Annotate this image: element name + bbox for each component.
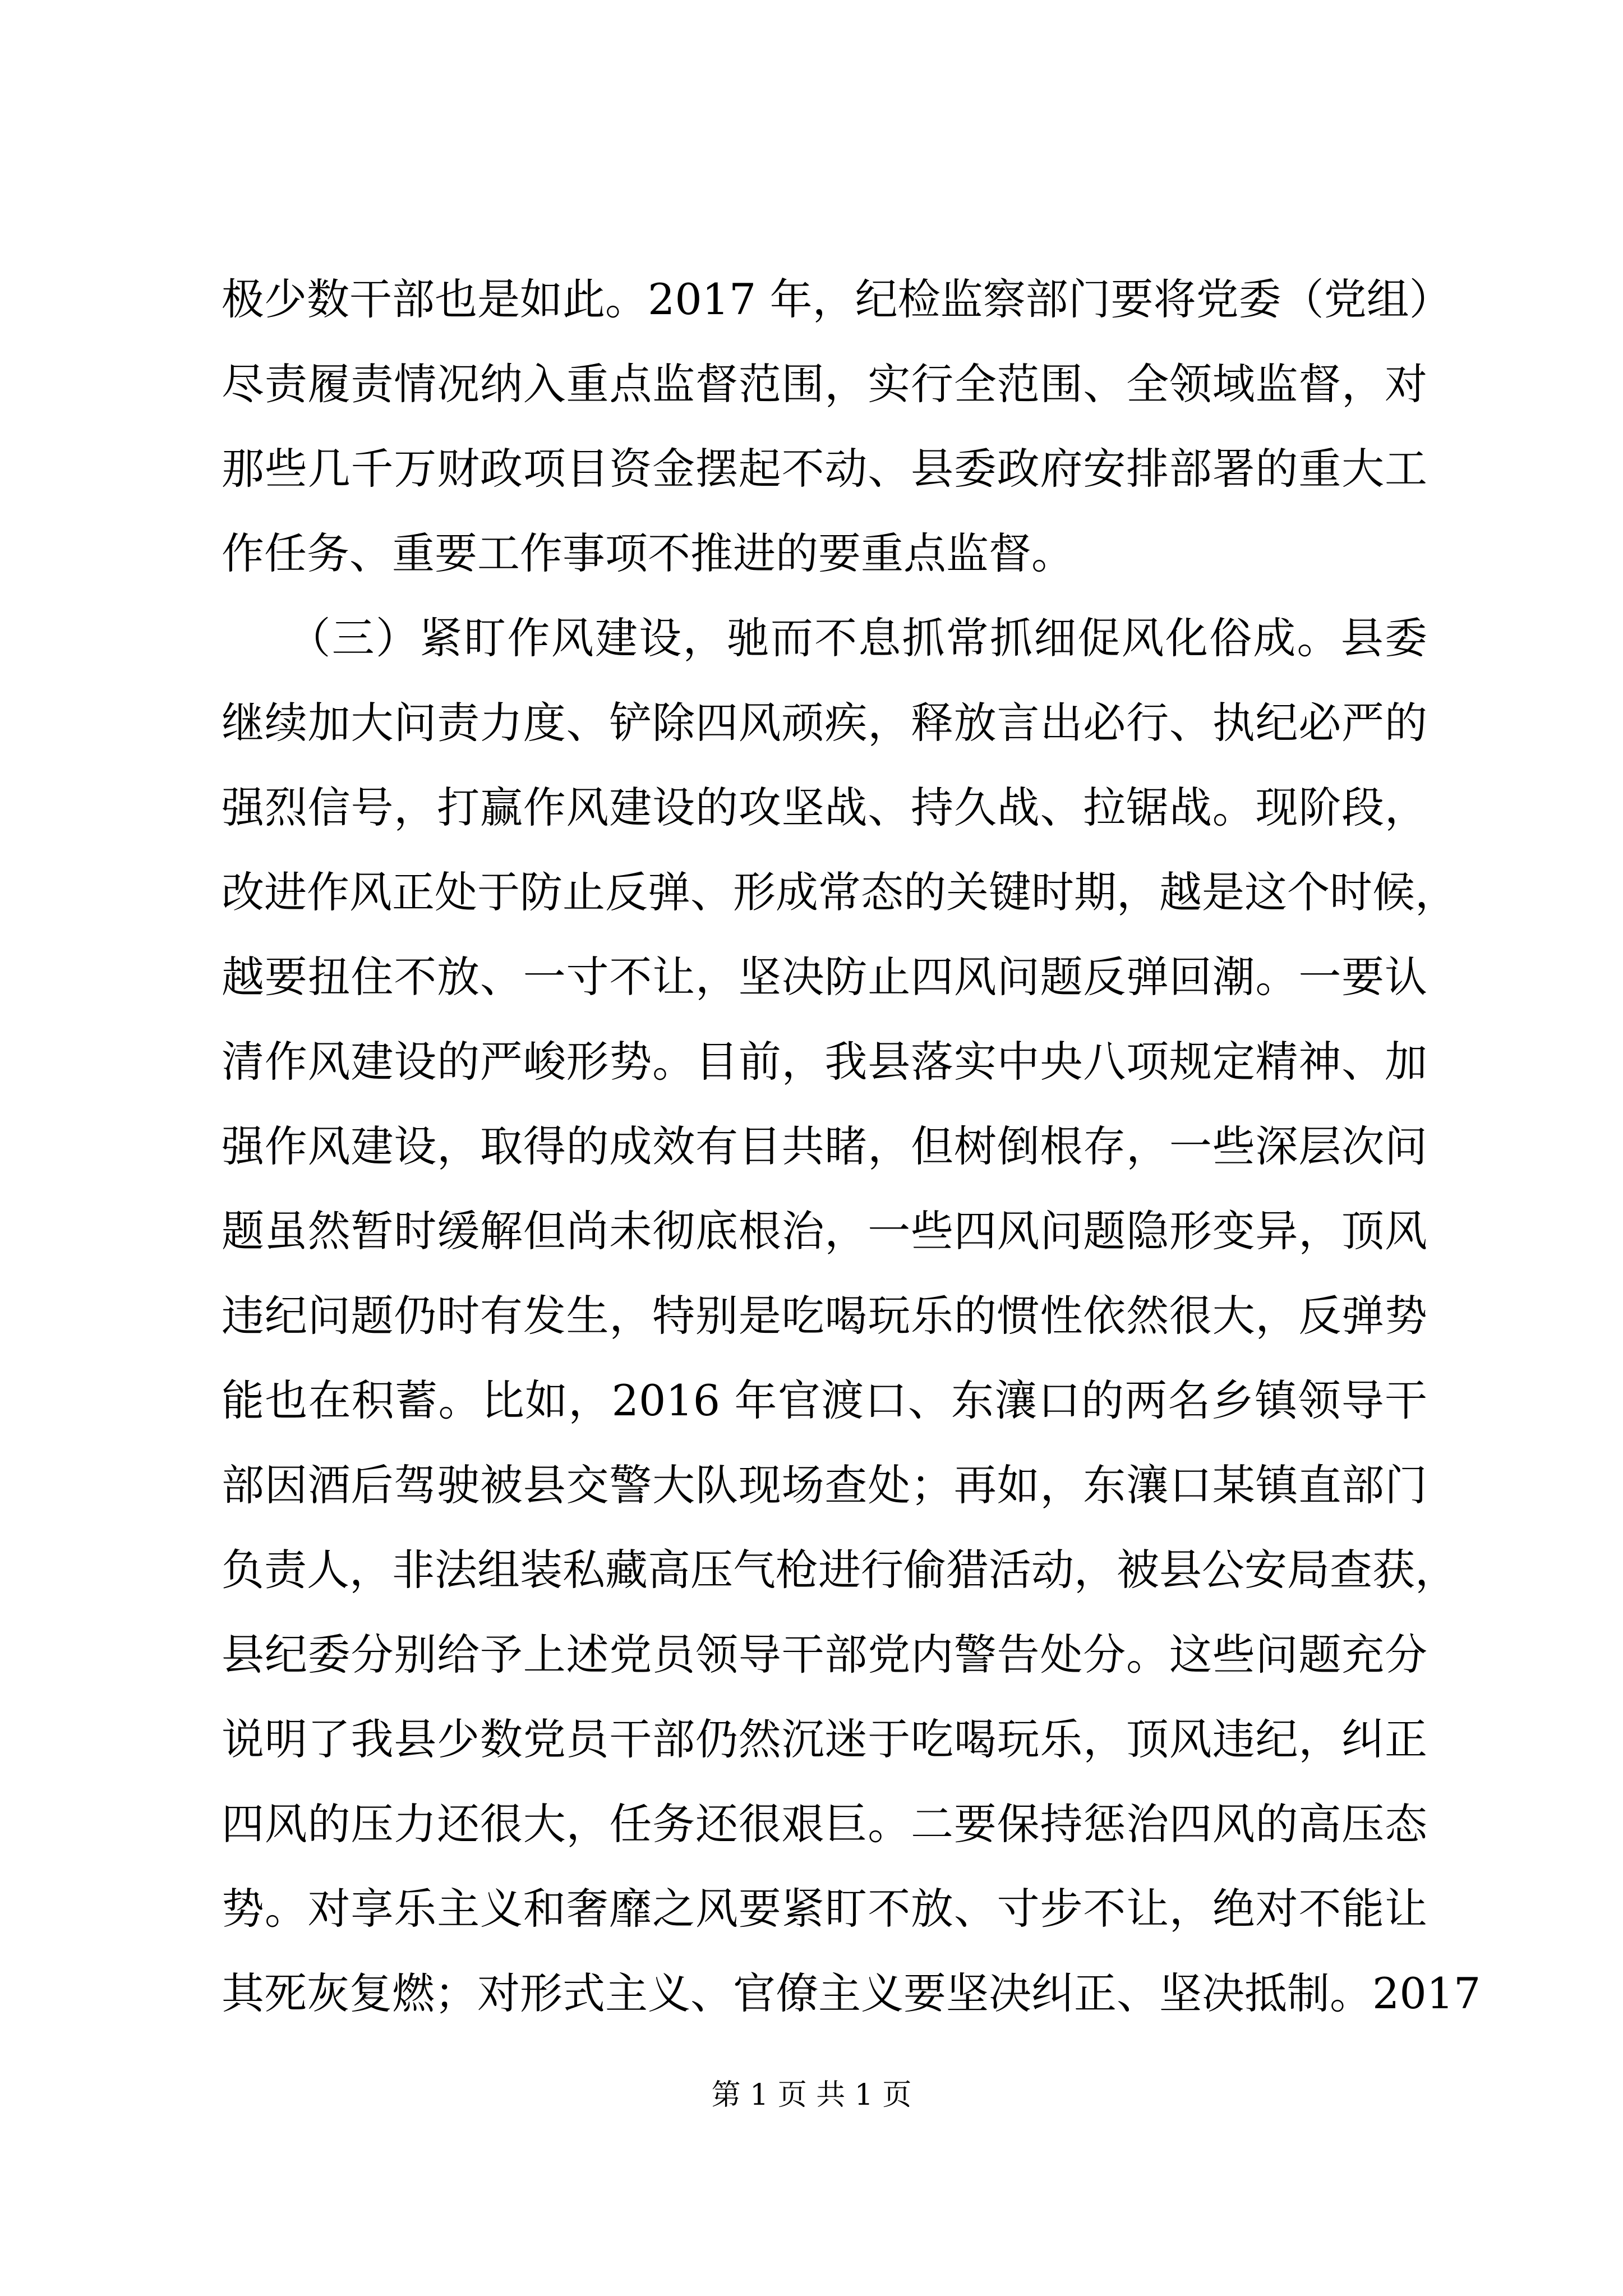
text-line: 极少数干部也是如此。2017 年，纪检监察部门要将党委（党组） (222, 274, 1452, 324)
text-line: 县纪委分别给予上述党员领导干部党内警告处分。这些问题充分 (222, 1630, 1427, 1680)
text-line: 能也在积蓄。比如，2016 年官渡口、东瀼口的两名乡镇领导干 (222, 1375, 1427, 1425)
text-line: 强烈信号，打赢作风建设的攻坚战、持久战、拉锯战。现阶段， (222, 783, 1427, 832)
text-line: 势。对享乐主义和奢靡之风要紧盯不放、寸步不让，绝对不能让 (222, 1884, 1427, 1934)
text-line: 其死灰复燃；对形式主义、官僚主义要坚决纠正、坚决抵制。2017 (222, 1968, 1481, 2018)
text-line: 违纪问题仍时有发生，特别是吃喝玩乐的惯性依然很大，反弹势 (222, 1291, 1427, 1341)
text-line: 强作风建设，取得的成效有目共睹，但树倒根存，一些深层次问 (222, 1121, 1427, 1171)
text-line: 说明了我县少数党员干部仍然沉迷于吃喝玩乐，顶风违纪，纠正 (222, 1714, 1427, 1764)
text-line: 作任务、重要工作事项不推进的要重点监督。 (222, 528, 1074, 578)
section-heading-line: （三）紧盯作风建设，驰而不息抓常抓细促风化俗成。县委 (222, 613, 1427, 663)
body-text (222, 257, 1481, 2036)
text-line: 越要扭住不放、一寸不让，坚决防止四风问题反弹回潮。一要认 (222, 952, 1427, 1002)
text-line: 题虽然暂时缓解但尚未彻底根治，一些四风问题隐形变异，顶风 (222, 1206, 1427, 1256)
text-line: 尽责履责情况纳入重点监督范围，实行全范围、全领域监督，对 (222, 359, 1427, 409)
text-line: 清作风建设的严峻形势。目前，我县落实中央八项规定精神、加 (222, 1037, 1427, 1087)
text-line: 四风的压力还很大，任务还很艰巨。二要保持惩治四风的高压态 (222, 1799, 1427, 1849)
text-line: 负责人，非法组装私藏高压气枪进行偷猎活动，被县公安局查获， (222, 1545, 1458, 1595)
text-line: 那些几千万财政项目资金摆起不动、县委政府安排部署的重大工 (222, 444, 1427, 494)
text-line: 部因酒后驾驶被县交警大队现场查处；再如，东瀼口某镇直部门 (222, 1460, 1427, 1510)
page-footer: 第 1 页 共 1 页 (711, 2078, 912, 2112)
text-line: 继续加大问责力度、铲除四风顽疾，释放言出必行、执纪必严的 (222, 698, 1427, 748)
text-line: 改进作风正处于防止反弹、形成常态的关键时期，越是这个时候， (222, 867, 1458, 917)
